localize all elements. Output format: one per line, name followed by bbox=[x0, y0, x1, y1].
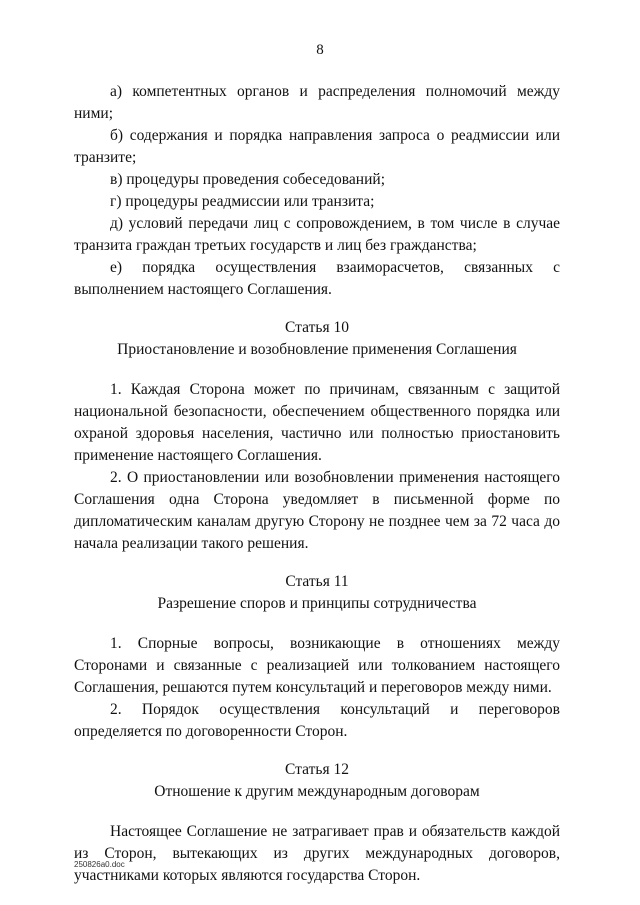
file-name-footer: 250826a0.doc bbox=[74, 860, 125, 869]
article-12-heading bbox=[74, 759, 560, 803]
paragraph: 2. О приостановлении или возобновлении применения настоящего Соглашения одна Сторона уведомляет в письменной форме по дипломатическим каналам другую Сторону не позднее чем за 72 часа до начала реализации такого решения. bbox=[74, 469, 560, 552]
paragraph: 1. Каждая Сторона может по причинам, связанным с защитой национальной безопасности, обеспечением общественного порядка или охраной здоровья населения, частично или полностью приостановить применение настоящего Соглашения. bbox=[74, 381, 560, 464]
page-number: 8 bbox=[316, 42, 324, 58]
document-body bbox=[74, 81, 560, 887]
article-number: Статья 12 bbox=[285, 761, 349, 778]
list-item: в) процедуры проведения собеседований; bbox=[110, 171, 385, 188]
paragraph: 2. Порядок осуществления консультаций и переговоров определяется по договоренности Сторон. bbox=[74, 701, 560, 740]
article-title: Отношение к другим международным договорам bbox=[154, 783, 480, 800]
article-10-heading bbox=[74, 317, 560, 361]
list-item: е) порядка осуществления взаиморасчетов, связанных с выполнением настоящего Соглашения. bbox=[74, 259, 560, 298]
article-title: Приостановление и возобновление применения Соглашения bbox=[117, 341, 517, 358]
list-item: б) содержания и порядка направления запроса о реадмиссии или транзите; bbox=[74, 127, 560, 166]
list-item: д) условий передачи лиц с сопровождением, в том числе в случае транзита граждан третьих государств и лиц без гражданства; bbox=[74, 215, 560, 254]
article-11-heading bbox=[74, 571, 560, 615]
article-number: Статья 11 bbox=[285, 573, 349, 590]
paragraph: Настоящее Соглашение не затрагивает прав и обязательств каждой из Сторон, вытекающих из других международных договоров, участниками которых являются государства Сторон. bbox=[74, 823, 560, 884]
article-number: Статья 10 bbox=[285, 319, 349, 336]
list-item: а) компетентных органов и распределения полномочий между ними; bbox=[74, 83, 560, 122]
paragraph: 1. Спорные вопросы, возникающие в отношениях между Сторонами и связанные с реализацией или толкованием настоящего Соглашения, решаются путем консультаций и переговоров между ними. bbox=[74, 635, 560, 696]
article-title: Разрешение споров и принципы сотрудничества bbox=[157, 595, 477, 612]
list-item: г) процедуры реадмиссии или транзита; bbox=[110, 193, 375, 210]
